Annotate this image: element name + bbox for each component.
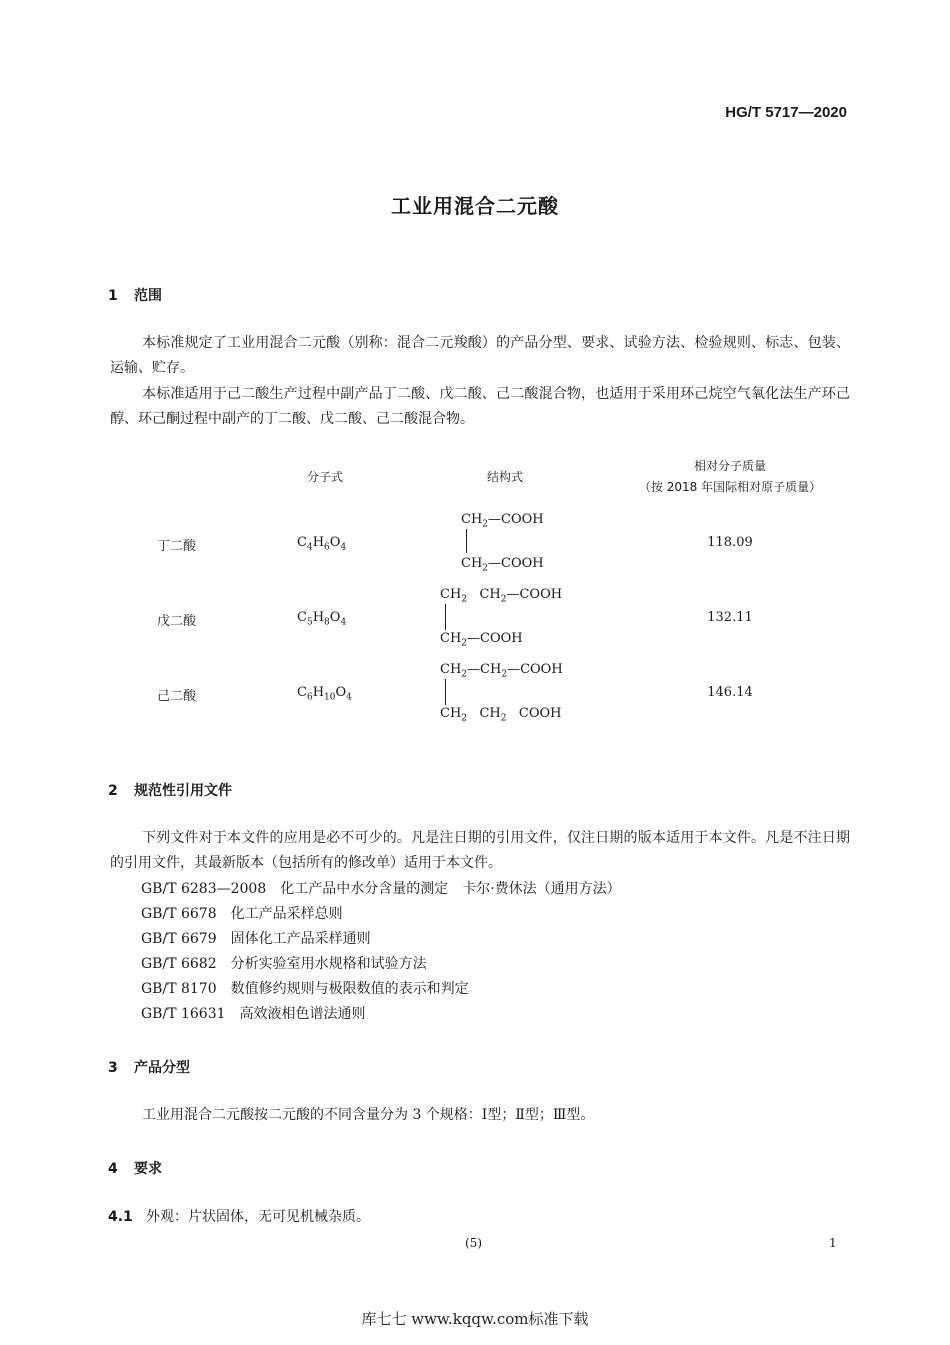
clause-number: 4.1 <box>108 1209 133 1225</box>
section-title: 产品分型 <box>134 1060 190 1076</box>
structure-line-2: $CH_2—COOH$ <box>461 556 544 574</box>
col-header-structure: 结构式 <box>486 470 523 484</box>
section-number: 2 <box>108 783 118 799</box>
col-header-formula: 分子式 <box>306 470 343 484</box>
section-title: 范围 <box>134 288 162 304</box>
normative-reference: GB/T 6682 分析实验室用水规格和试验方法 <box>141 956 427 972</box>
page-number: 1 <box>829 1236 837 1250</box>
section-4-heading <box>108 1158 162 1178</box>
structure-line-1: $CH_2—COOH$ <box>461 512 544 530</box>
download-watermark: 库七七 www.kqqw.com标准下载 <box>361 1310 589 1328</box>
bond-line <box>445 604 446 630</box>
molecular-formula: $C_5H_8O_4$ <box>297 610 347 628</box>
molecular-formula: $C_6H_{10}O_4$ <box>297 685 352 703</box>
molecular-mass: 132.11 <box>707 610 753 625</box>
section-number: 4 <box>108 1161 118 1177</box>
section-3-heading <box>108 1057 190 1077</box>
col-header-mass-line1: 相对分子质量 <box>693 459 766 473</box>
normative-reference: GB/T 6678 化工产品采样总则 <box>141 906 343 922</box>
bond-line <box>445 679 446 705</box>
standard-code: HG/T 5717—2020 <box>725 104 847 121</box>
section-2-para: 下列文件对于本文件的应用是必不可少的。凡是注日期的引用文件，仅注日期的版本适用于本文件。凡是不注日期的引用文件，其最新版本（包括所有的修改单）适用于本文件。 <box>110 830 850 871</box>
structure-line-2: $CH_2$ $CH_2$ COOH <box>440 706 562 724</box>
section-1-para-2: 本标准适用于己二酸生产过程中副产品丁二酸、戊二酸、己二酸混合物，也适用于采用环己烷空气氧化法生产环己醇、环己酮过程中副产的丁二酸、戊二酸、己二酸混合物。 <box>110 386 850 427</box>
acid-name: 己二酸 <box>157 689 197 704</box>
bond-line <box>466 529 467 553</box>
normative-reference: GB/T 6283—2008 化工产品中水分含量的测定 卡尔·费休法（通用方法） <box>141 881 621 897</box>
normative-reference: GB/T 16631 高效液相色谱法通则 <box>141 1006 366 1022</box>
structure-line-2: $CH_2—COOH$ <box>440 631 523 649</box>
footer-center-number: (5) <box>465 1236 482 1250</box>
molecular-formula: $C_4H_6O_4$ <box>297 535 347 553</box>
structure-line-1: $CH_2$ $CH_2—COOH$ <box>440 587 563 605</box>
section-number: 1 <box>108 288 118 304</box>
section-2-heading <box>108 780 232 800</box>
normative-reference: GB/T 8170 数值修约规则与极限数值的表示和判定 <box>141 981 469 997</box>
col-header-mass <box>600 457 860 495</box>
structure-line-1: $CH_2—CH_2—COOH$ <box>440 662 563 680</box>
acid-name: 戊二酸 <box>157 614 197 629</box>
acid-name: 丁二酸 <box>157 539 197 554</box>
section-title: 规范性引用文件 <box>134 783 232 799</box>
molecular-mass: 118.09 <box>707 535 753 550</box>
clause-4-1 <box>108 1206 370 1226</box>
normative-reference: GB/T 6679 固体化工产品采样通则 <box>141 931 371 947</box>
section-number: 3 <box>108 1060 118 1076</box>
document-title: 工业用混合二元酸 <box>391 194 559 218</box>
col-header-mass-line2: （按 2018 年国际相对原子质量） <box>638 480 822 494</box>
section-1-heading <box>108 285 162 305</box>
section-title: 要求 <box>134 1161 162 1177</box>
clause-text: 外观：片状固体，无可见机械杂质。 <box>146 1209 370 1225</box>
section-1-para-1: 本标准规定了工业用混合二元酸（别称：混合二元羧酸）的产品分型、要求、试验方法、检验规则、标志、包装、运输、贮存。 <box>110 335 850 376</box>
molecular-mass: 146.14 <box>707 685 753 700</box>
section-3-para: 工业用混合二元酸按二元酸的不同含量分为 3 个规格：Ⅰ型；Ⅱ型；Ⅲ型。 <box>142 1107 595 1123</box>
